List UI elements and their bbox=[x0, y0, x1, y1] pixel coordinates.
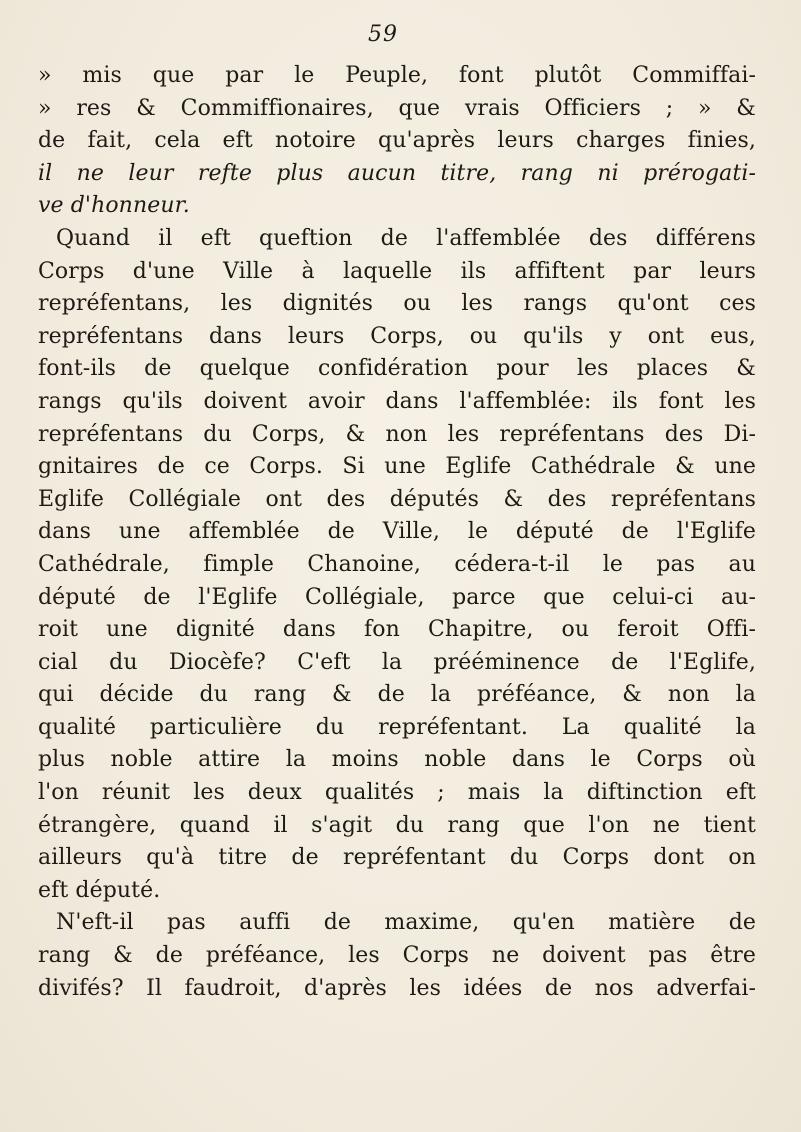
text-line: repréfentans, les dignités ou les rangs qu'ont ces bbox=[38, 291, 756, 317]
text-line: il ne leur refte plus aucun titre, rang ni prérogati- bbox=[38, 160, 756, 186]
body-text bbox=[38, 60, 756, 1005]
text-line: qui décide du rang & de la préféance, & non la bbox=[38, 682, 756, 708]
text-line: Eglife Collégiale ont des députés & des repréfentans bbox=[38, 486, 756, 512]
text-line: ailleurs qu'à titre de repréfentant du Corps dont on bbox=[38, 845, 756, 871]
paragraph-start-line: N'eft-il pas auffi de maxime, qu'en matière de bbox=[56, 910, 756, 936]
text-line: dans une affemblée de Ville, le député de l'Eglife bbox=[38, 519, 756, 545]
text-line: ve d'honneur. bbox=[38, 193, 190, 219]
paragraph-start-line: Quand il eft queftion de l'affemblée des différens bbox=[56, 225, 756, 251]
text-line: repréfentans dans leurs Corps, ou qu'ils y ont eus, bbox=[38, 323, 756, 349]
text-line: Cathédrale, fimple Chanoine, cédera-t-il le pas au bbox=[38, 551, 756, 577]
text-line: étrangère, quand il s'agit du rang que l'on ne tient bbox=[38, 812, 756, 838]
text-line: Corps d'une Ville à laquelle ils affiftent par leurs bbox=[38, 258, 756, 284]
text-line: divifés? Il faudroit, d'après les idées de nos adverfai- bbox=[38, 975, 756, 1001]
text-line: l'on réunit les deux qualités ; mais la diftinction eft bbox=[38, 780, 756, 806]
text-line: » res & Commiffionaires, que vrais Officiers ; » & bbox=[38, 95, 756, 121]
text-line: font-ils de quelque confidération pour les places & bbox=[38, 356, 756, 382]
text-line: de fait, cela eft notoire qu'après leurs charges finies, bbox=[38, 128, 756, 154]
text-line: qualité particulière du repréfentant. La qualité la bbox=[38, 714, 756, 740]
text-line: gnitaires de ce Corps. Si une Eglife Cathédrale & une bbox=[38, 454, 756, 480]
text-line: plus noble attire la moins noble dans le Corps où bbox=[38, 747, 756, 773]
page-number: 59 bbox=[368, 22, 398, 47]
text-line: député de l'Eglife Collégiale, parce que celui-ci au- bbox=[38, 584, 756, 610]
text-line: » mis que par le Peuple, font plutôt Commiffai- bbox=[38, 63, 756, 88]
text-line: repréfentans du Corps, & non les repréfentans des Di- bbox=[38, 421, 756, 447]
text-line: roit une dignité dans fon Chapitre, ou feroit Offi- bbox=[38, 617, 756, 643]
text-line: rangs qu'ils doivent avoir dans l'affemblée: ils font les bbox=[38, 388, 756, 414]
text-line: cial du Diocèfe? C'eft la prééminence de l'Eglife, bbox=[38, 649, 756, 675]
text-line: rang & de préféance, les Corps ne doivent pas être bbox=[38, 943, 756, 969]
text-line: eft député. bbox=[38, 877, 161, 903]
